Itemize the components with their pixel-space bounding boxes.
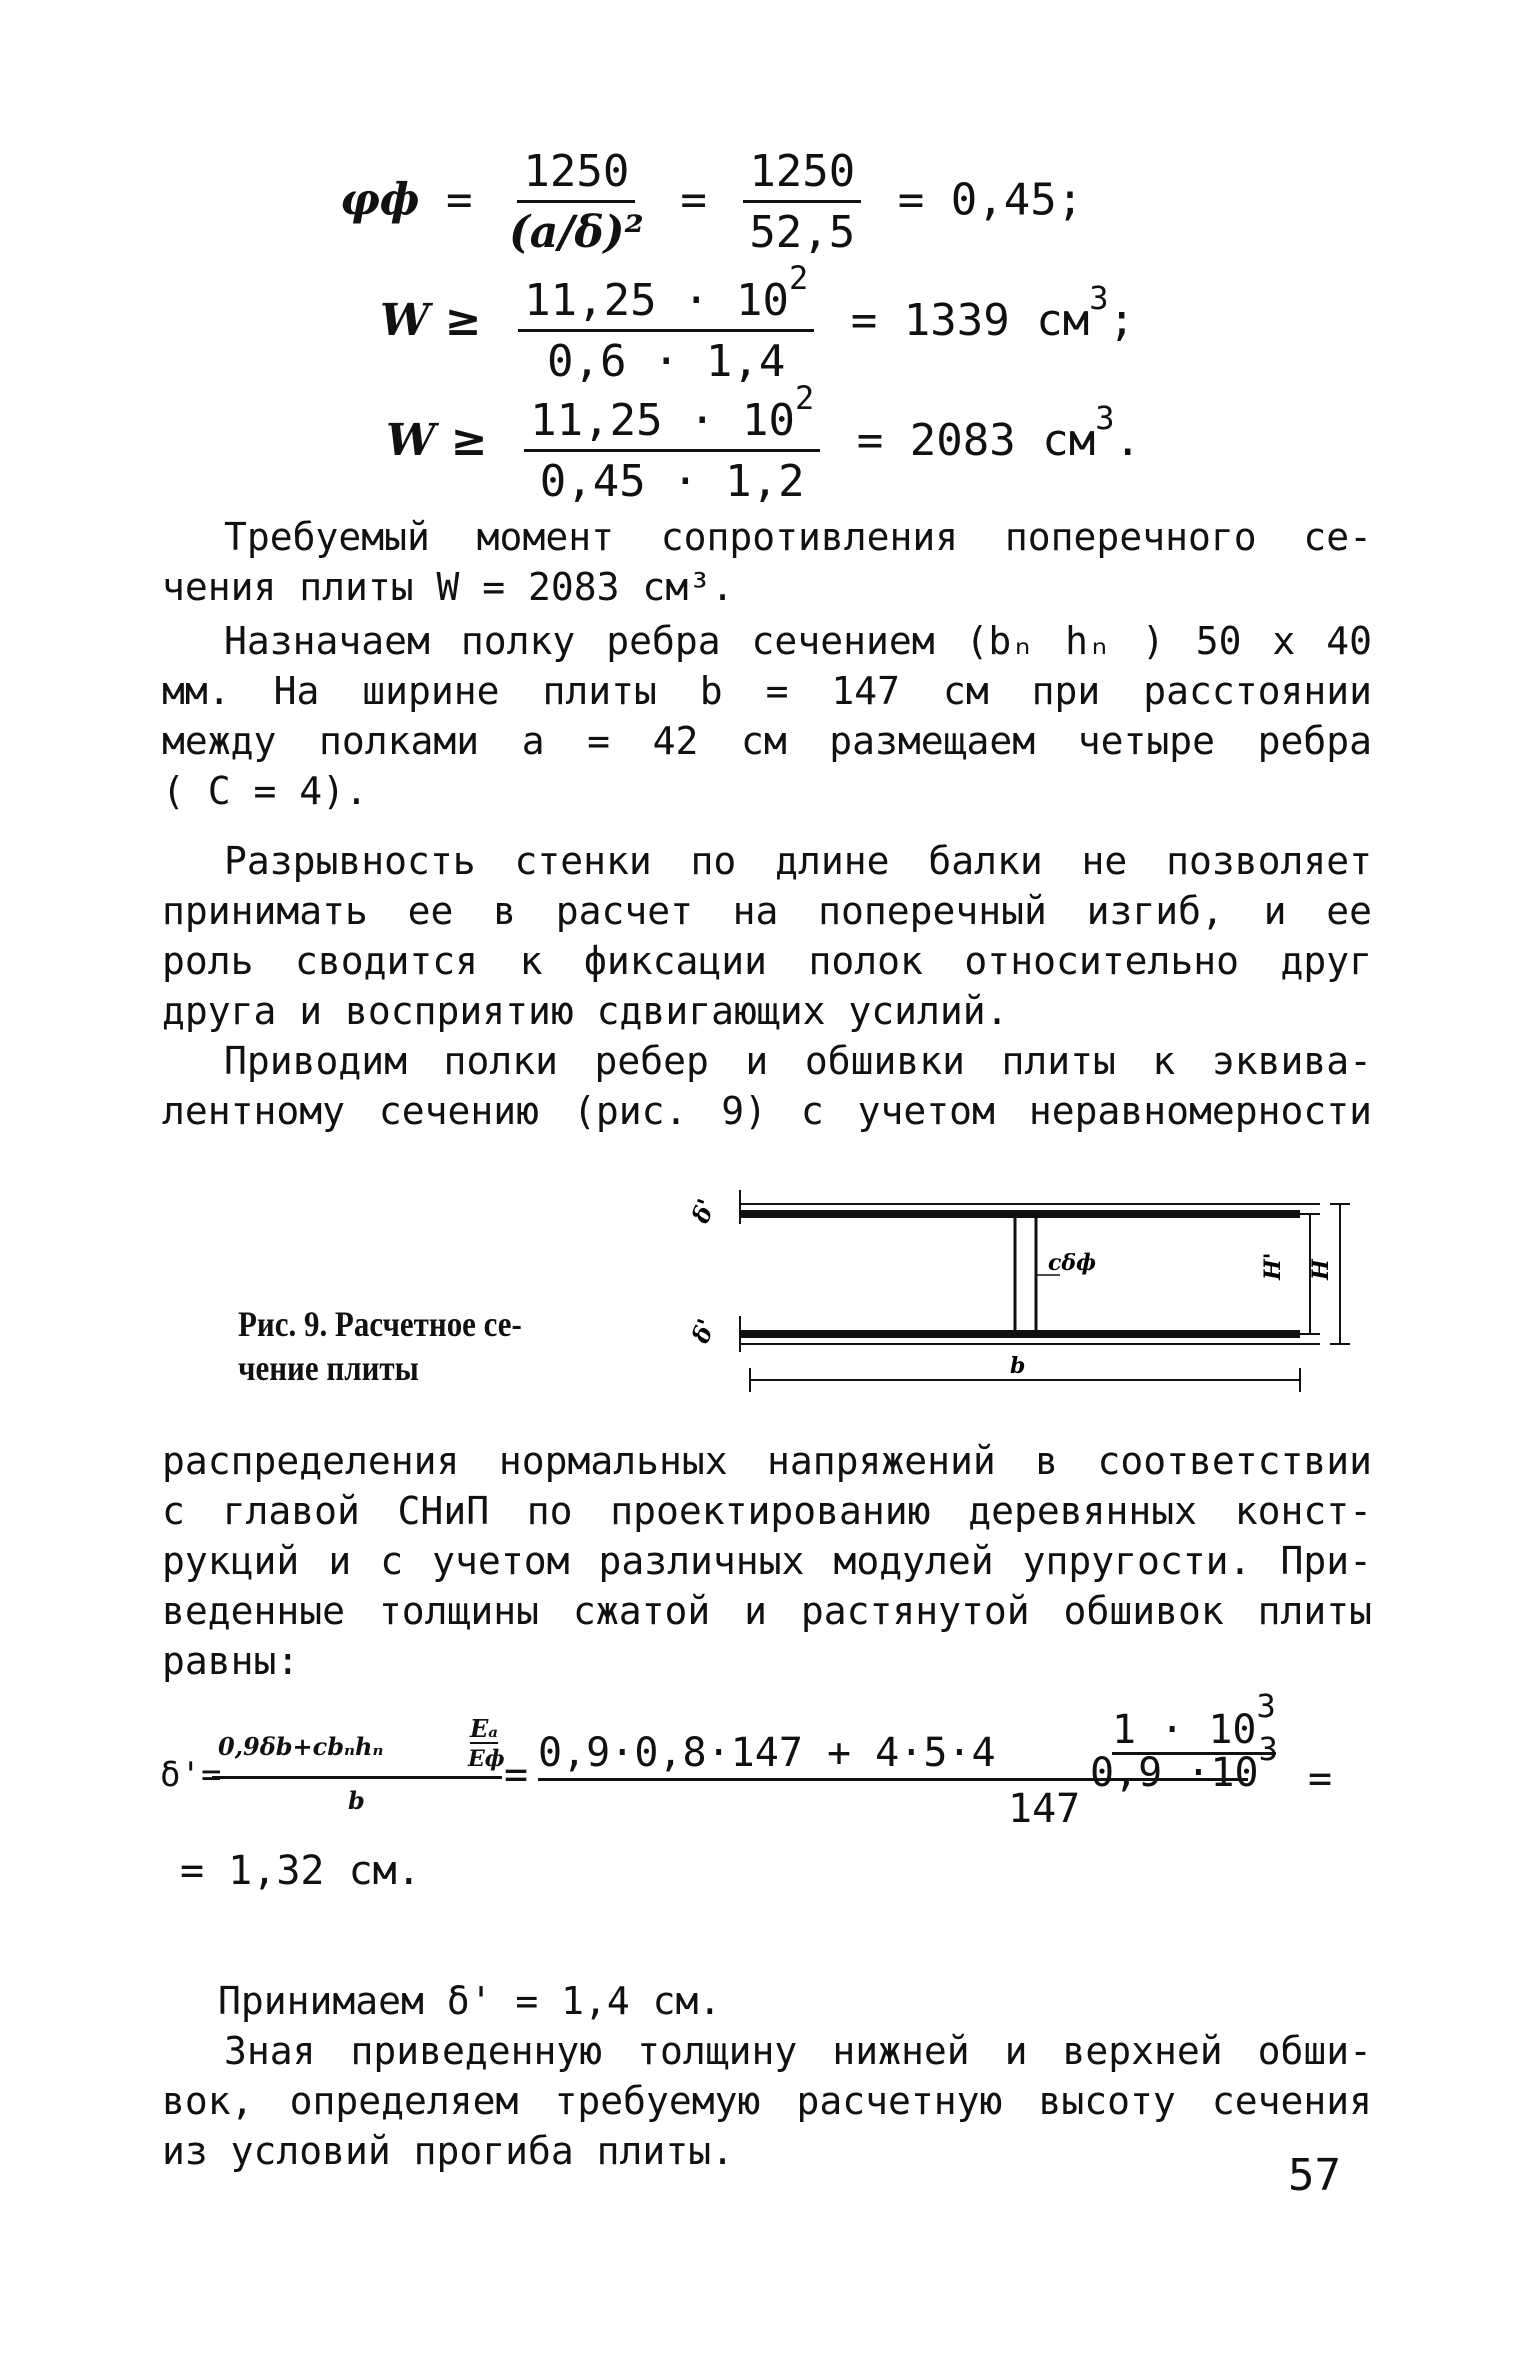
page-number: 57 [1288,2150,1341,2201]
w1-fraction: $\frac{11,25 \cdot 10^2}{0,6 \cdot 1,4}$ [518,262,814,384]
paragraph-3: Разрывность стенки по длине балки не позволяет принимать ее в расчет на поперечный изгиб, и ее роль сводится к фиксации полок относительно друг друга и восприятию сдвигающих усилий. [162,839,1372,1033]
label-bottom-delta: δ' [685,1314,721,1347]
phi-fraction-1: $\frac{1250}{\text{(a/δ)²}}$ [508,146,644,258]
figure-caption: Рис. 9. Расчетное се- чение плиты [238,1304,522,1388]
phi-symbol: φф [340,174,420,226]
w2-fraction: $\frac{11,25 \cdot 10^2}{0,45 \cdot 1,2}$ [524,382,820,504]
label-h-prime: H' [1260,1252,1286,1280]
paragraph-4: Приводим полки ребер и обшивки плиты к эквива- лентному сечению (рис. 9) с учетом неравномерности [162,1039,1372,1133]
formula-delta: δ'= 0,9δb+cbₙhₙ Eₐ Eф b = 0,9·0,8·147 + 4·5·4 $1 \cdot 10^3$ $0,9 \cdot 10^3$ 147 = = 1,32 см. [160,1700,1380,1860]
label-b: b [1010,1353,1026,1379]
formula-phi: φф = $\frac{1250}{\text{(a/δ)²}}$ = $\frac{1250}{52,5}$ = 0,45; [340,146,1084,258]
phi-result: = 0,45; [897,174,1084,226]
label-top-delta: δ' [685,1194,721,1227]
paragraph-2: Назначаем полку ребра сечением (bₙ hₙ ) 50 x 40 мм. На ширине плиты b = 147 см при расстоянии между полками a = 42 см размещаем четыре ребра ( C = 4). [162,619,1372,813]
label-h: H [1308,1259,1334,1280]
label-cdelta: cδф [1048,1250,1096,1276]
formula-w2: W ≥ $\frac{11,25 \cdot 10^2}{0,45 \cdot 1,2}$ = 2083 $см^3$. [386,379,1141,507]
paragraph-5: распределения нормальных напряжений в соответствии с главой СНиП по проектированию деревянных конст- рукций и с учетом различных модулей упругости. При- веденные толщины сжатой и растянутой обшивок плиты равны: [162,1439,1372,1683]
paragraph-1: Требуемый момент сопротивления поперечного се- чения плиты W = 2083 см³. [162,515,1372,609]
bottom-sheathing [740,1330,1300,1338]
phi-fraction-2: $\frac{1250}{52,5}$ [743,150,861,255]
top-sheathing [740,1210,1300,1218]
figure-section-diagram [680,1180,1370,1410]
paragraph-7: Зная приведенную толщину нижней и верхней обши- вок, определяем требуемую расчетную высоту сечения из условий прогиба плиты. [162,2029,1372,2173]
paragraph-6: Принимаем δ' = 1,4 см. [218,1979,722,2023]
formula-w1: W ≥ $\frac{11,25 \cdot 10^2}{0,6 \cdot 1,4}$ = 1339 $см^3$; [380,259,1135,387]
